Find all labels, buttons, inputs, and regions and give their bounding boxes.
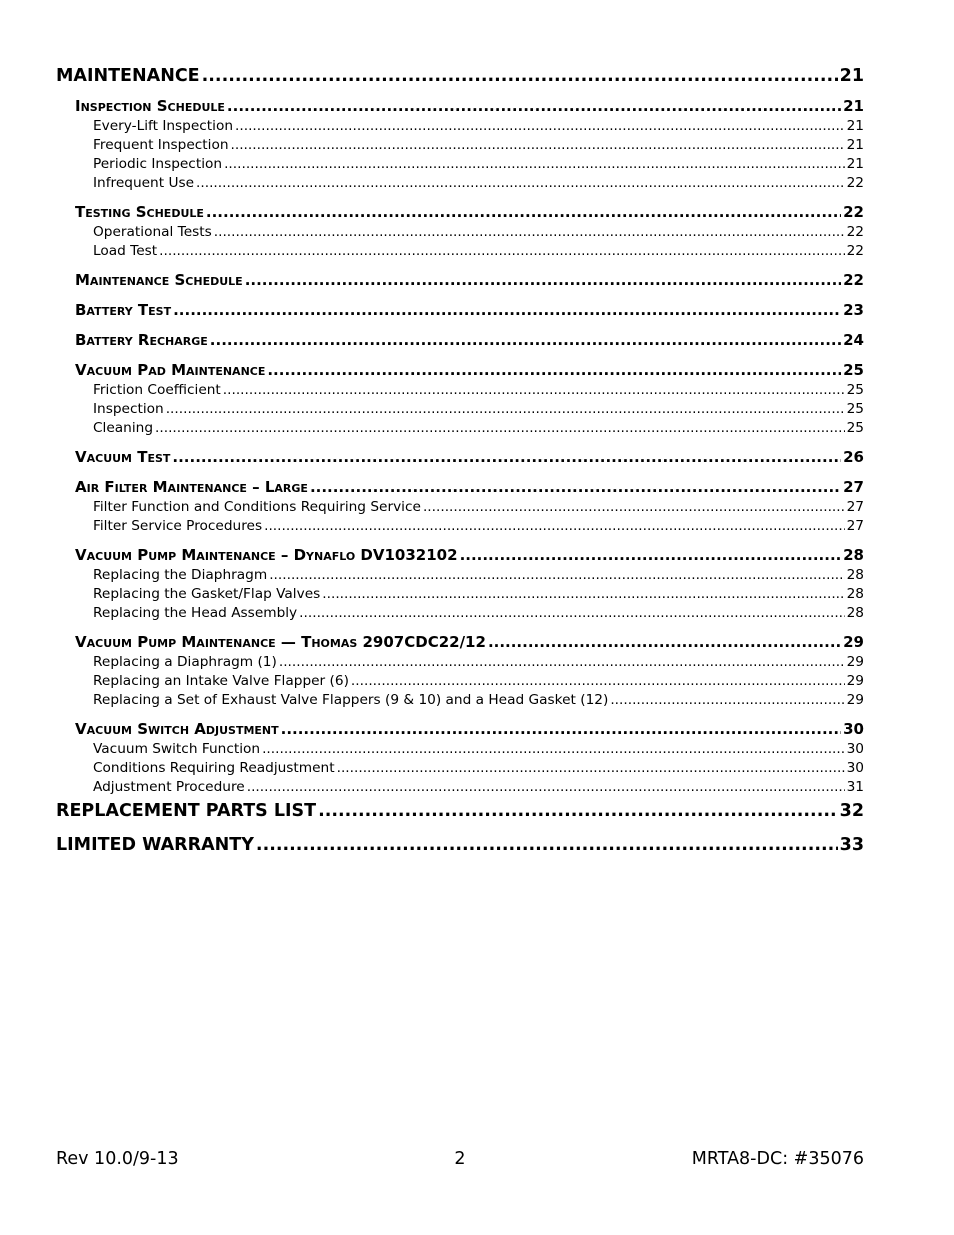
toc-entry-page: 22 <box>846 175 864 191</box>
toc-subsection-entry[interactable] <box>75 447 864 468</box>
toc-entry-title: Periodic Inspection <box>93 156 223 172</box>
toc-entry-title: Battery Test <box>75 301 172 319</box>
footer-revision: Rev 10.0/9-13 <box>56 1149 179 1169</box>
dot-leader <box>173 300 841 321</box>
toc-entry-title: Replacing the Diaphragm <box>93 567 268 583</box>
toc-subsection-entry[interactable] <box>75 719 864 740</box>
dot-leader <box>159 242 844 261</box>
dot-leader <box>281 719 842 740</box>
toc-entry-page: 28 <box>846 586 864 602</box>
toc-entry-page: 29 <box>843 633 864 651</box>
toc-entry-page: 25 <box>846 382 864 398</box>
dot-leader <box>166 400 845 419</box>
toc-entry-page: 25 <box>846 401 864 417</box>
page-footer <box>56 1149 864 1175</box>
dot-leader <box>337 759 845 778</box>
toc-topic-entry[interactable] <box>93 585 864 604</box>
toc-topic-entry[interactable] <box>93 759 864 778</box>
toc-topic-entry[interactable] <box>93 242 864 261</box>
toc-entry-title: Friction Coefficient <box>93 382 221 398</box>
toc-entry-title: Vacuum Pump Maintenance — Thomas 2907CDC22/12 <box>75 633 486 651</box>
dot-leader <box>460 545 842 566</box>
dot-leader <box>351 672 845 691</box>
toc-entry-page: 25 <box>843 361 864 379</box>
toc-entry-title: Load Test <box>93 243 158 259</box>
toc-topic-entry[interactable] <box>93 740 864 759</box>
toc-entry-title: Every-Lift Inspection <box>93 118 234 134</box>
toc-entry-title: Vacuum Pad Maintenance <box>75 361 266 379</box>
dot-leader <box>196 174 845 193</box>
toc-entry-page: 26 <box>843 448 864 466</box>
dot-leader <box>210 330 841 351</box>
toc-topic-entry[interactable] <box>93 604 864 623</box>
toc-subsection-entry[interactable] <box>75 202 864 223</box>
toc-entry-page: 27 <box>846 518 864 534</box>
toc-section-entry[interactable] <box>56 64 864 96</box>
toc-entry-title: Replacing the Gasket/Flap Valves <box>93 586 321 602</box>
toc-topic-entry[interactable] <box>93 672 864 691</box>
toc-entry-page: 31 <box>846 779 864 795</box>
toc-topic-entry[interactable] <box>93 223 864 242</box>
toc-entry-page: 29 <box>846 692 864 708</box>
toc-entry-page: 32 <box>839 801 864 821</box>
dot-leader <box>264 517 844 536</box>
toc-entry-title: Vacuum Switch Function <box>93 741 261 757</box>
table-of-contents <box>56 64 864 865</box>
toc-entry-title: Inspection Schedule <box>75 97 225 115</box>
toc-entry-title: Replacing a Set of Exhaust Valve Flappers (9 & 10) and a Head Gasket (12) <box>93 692 609 708</box>
toc-entry-title: Adjustment Procedure <box>93 779 245 795</box>
toc-subsection-entry[interactable] <box>75 300 864 321</box>
toc-entry-title: Replacing a Diaphragm (1) <box>93 654 277 670</box>
toc-topic-entry[interactable] <box>93 400 864 419</box>
dot-leader <box>223 381 845 400</box>
dot-leader <box>279 653 845 672</box>
toc-entry-page: 28 <box>846 605 864 621</box>
dot-leader <box>214 223 845 242</box>
toc-entry-page: 21 <box>846 156 864 172</box>
toc-entry-title: Filter Function and Conditions Requiring Service <box>93 499 421 515</box>
toc-entry-title: Frequent Inspection <box>93 137 229 153</box>
toc-entry-title: Vacuum Switch Adjustment <box>75 720 279 738</box>
dot-leader <box>299 604 844 623</box>
toc-subsection-entry[interactable] <box>75 545 864 566</box>
dot-leader <box>155 419 845 438</box>
toc-entry-page: 22 <box>843 271 864 289</box>
toc-entry-page: 27 <box>846 499 864 515</box>
toc-entry-page: 25 <box>846 420 864 436</box>
toc-topic-entry[interactable] <box>93 498 864 517</box>
toc-entry-page: 27 <box>843 478 864 496</box>
dot-leader <box>227 96 841 117</box>
toc-entry-page: 21 <box>839 66 864 86</box>
toc-topic-entry[interactable] <box>93 419 864 438</box>
toc-entry-page: 30 <box>843 720 864 738</box>
dot-leader <box>269 566 844 585</box>
dot-leader <box>245 270 841 291</box>
toc-section-entry[interactable] <box>56 833 864 865</box>
footer-document-id: MRTA8-DC: #35076 <box>691 1149 864 1169</box>
toc-entry-page: 30 <box>846 741 864 757</box>
toc-entry-title: Air Filter Maintenance – Large <box>75 478 308 496</box>
dot-leader <box>318 799 838 823</box>
dot-leader <box>267 360 841 381</box>
toc-topic-entry[interactable] <box>93 691 864 710</box>
dot-leader <box>610 691 844 710</box>
toc-entry-page: 22 <box>846 243 864 259</box>
dot-leader <box>247 778 845 797</box>
toc-entry-page: 29 <box>846 673 864 689</box>
toc-topic-entry[interactable] <box>93 174 864 193</box>
footer-page-number: 2 <box>454 1149 466 1169</box>
dot-leader <box>310 477 841 498</box>
toc-entry-title: Infrequent Use <box>93 175 195 191</box>
toc-topic-entry[interactable] <box>93 155 864 174</box>
toc-entry-title: Cleaning <box>93 420 154 436</box>
toc-subsection-entry[interactable] <box>75 360 864 381</box>
toc-subsection-entry[interactable] <box>75 330 864 351</box>
dot-leader <box>224 155 845 174</box>
toc-entry-page: 21 <box>843 97 864 115</box>
toc-topic-entry[interactable] <box>93 117 864 136</box>
toc-entry-title: REPLACEMENT PARTS LIST <box>56 801 317 821</box>
toc-entry-title: MAINTENANCE <box>56 66 200 86</box>
dot-leader <box>231 136 845 155</box>
toc-entry-title: Vacuum Test <box>75 448 171 466</box>
toc-topic-entry[interactable] <box>93 517 864 536</box>
toc-entry-title: Maintenance Schedule <box>75 271 243 289</box>
dot-leader <box>423 498 845 517</box>
dot-leader <box>235 117 845 136</box>
toc-entry-page: 23 <box>843 301 864 319</box>
toc-entry-page: 22 <box>846 224 864 240</box>
toc-entry-title: Battery Recharge <box>75 331 208 349</box>
toc-entry-title: Testing Schedule <box>75 203 204 221</box>
toc-entry-page: 21 <box>846 118 864 134</box>
toc-topic-entry[interactable] <box>93 136 864 155</box>
dot-leader <box>206 202 841 223</box>
toc-topic-entry[interactable] <box>93 653 864 672</box>
dot-leader <box>172 447 841 468</box>
toc-topic-entry[interactable] <box>93 778 864 797</box>
toc-entry-title: LIMITED WARRANTY <box>56 835 254 855</box>
dot-leader <box>262 740 845 759</box>
toc-subsection-entry[interactable] <box>75 477 864 498</box>
toc-entry-title: Filter Service Procedures <box>93 518 263 534</box>
toc-entry-page: 22 <box>843 203 864 221</box>
toc-topic-entry[interactable] <box>93 566 864 585</box>
toc-entry-page: 30 <box>846 760 864 776</box>
toc-entry-page: 29 <box>846 654 864 670</box>
toc-entry-title: Inspection <box>93 401 164 417</box>
toc-subsection-entry[interactable] <box>75 632 864 653</box>
toc-entry-title: Operational Tests <box>93 224 212 240</box>
toc-entry-title: Replacing an Intake Valve Flapper (6) <box>93 673 349 689</box>
toc-entry-page: 28 <box>846 567 864 583</box>
toc-entry-page: 33 <box>839 835 864 855</box>
dot-leader <box>202 64 838 88</box>
dot-leader <box>322 585 844 604</box>
toc-entry-title: Replacing the Head Assembly <box>93 605 298 621</box>
dot-leader <box>488 632 841 653</box>
dot-leader <box>256 833 838 857</box>
toc-section-entry[interactable] <box>56 799 864 831</box>
toc-entry-page: 28 <box>843 546 864 564</box>
toc-entry-title: Vacuum Pump Maintenance – Dynaflo DV1032102 <box>75 546 458 564</box>
toc-entry-page: 24 <box>843 331 864 349</box>
toc-topic-entry[interactable] <box>93 381 864 400</box>
toc-subsection-entry[interactable] <box>75 96 864 117</box>
toc-entry-title: Conditions Requiring Readjustment <box>93 760 335 776</box>
toc-entry-page: 21 <box>846 137 864 153</box>
toc-subsection-entry[interactable] <box>75 270 864 291</box>
